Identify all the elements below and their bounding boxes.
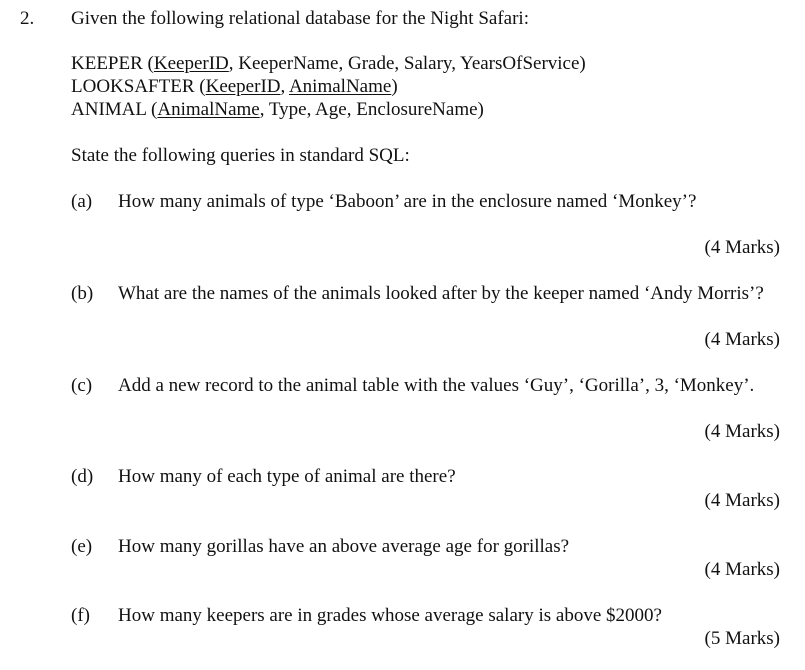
part-text-f: How many keepers are in grades whose average salary is above $2000? [118, 605, 662, 626]
part-text-a: How many animals of type ‘Baboon’ are in the enclosure named ‘Monkey’? [118, 191, 697, 212]
schema-primary-key: AnimalName [157, 99, 260, 120]
question-intro: Given the following relational database for the Night Safari: [71, 8, 529, 29]
instruction: State the following queries in standard SQL: [71, 145, 410, 166]
part-text-d: How many of each type of animal are there? [118, 466, 456, 487]
part-text-b: What are the names of the animals looked after by the keeper named ‘Andy Morris’? [118, 283, 764, 304]
part-label-c: (c) [71, 375, 93, 396]
part-marks-d: (4 Marks) [704, 490, 780, 511]
schema-animal [71, 99, 484, 121]
schema-table-name: ANIMAL [71, 99, 147, 120]
part-marks-e: (4 Marks) [704, 559, 780, 580]
part-text-c: Add a new record to the animal table with the values ‘Guy’, ‘Gorilla’, 3, ‘Monkey’. [118, 375, 755, 396]
question-number: 2. [20, 8, 35, 29]
part-label-d: (d) [71, 466, 94, 487]
schema-attributes: , KeeperName, Grade, Salary, YearsOfService) [228, 53, 586, 74]
schema-primary-key: KeeperID [153, 53, 229, 74]
schema-attributes: ) [391, 76, 398, 97]
part-marks-b: (4 Marks) [704, 329, 780, 350]
part-text-e: How many gorillas have an above average age for gorillas? [118, 536, 570, 557]
schema-table-name: LOOKSAFTER [71, 76, 195, 97]
part-label-f: (f) [71, 605, 90, 626]
schema-separator: , [280, 76, 289, 97]
schema-primary-key: AnimalName [288, 76, 392, 97]
schema-attributes: , Type, Age, EnclosureName) [259, 99, 484, 120]
schema-open-paren: ( [142, 53, 154, 74]
part-marks-c: (4 Marks) [704, 421, 780, 442]
schema-primary-key: KeeperID [205, 76, 281, 97]
part-marks-f: (5 Marks) [704, 628, 780, 649]
part-label-b: (b) [71, 283, 94, 304]
schema-open-paren: ( [194, 76, 206, 97]
schema-open-paren: ( [146, 99, 158, 120]
schema-keeper [71, 53, 586, 75]
schema-looksafter [71, 76, 398, 98]
part-label-a: (a) [71, 191, 93, 212]
part-label-e: (e) [71, 536, 93, 557]
part-marks-a: (4 Marks) [704, 237, 780, 258]
schema-table-name: KEEPER [71, 53, 143, 74]
